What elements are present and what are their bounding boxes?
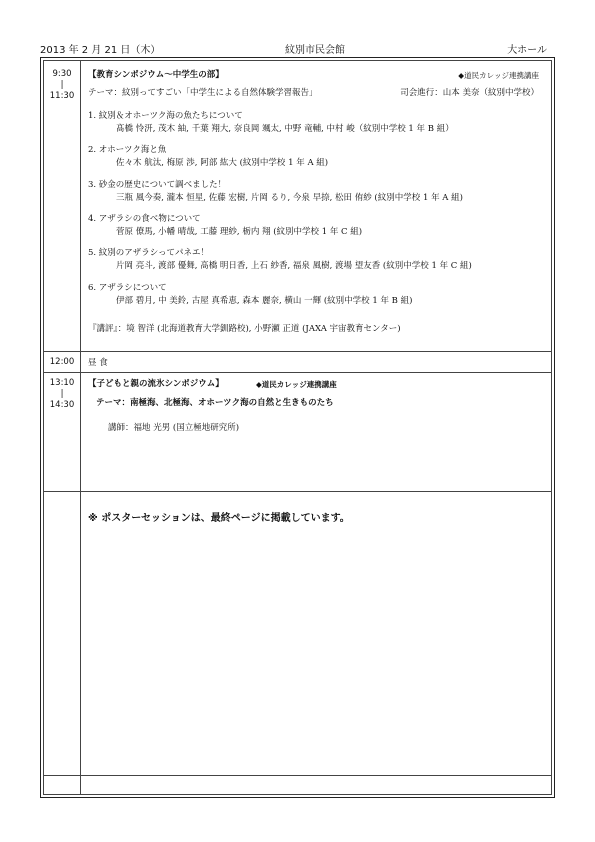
session1-time-end: 11:30: [49, 91, 75, 101]
schedule-table-inner: [43, 60, 552, 795]
page-header: [40, 41, 555, 55]
item1-members: 髙橋 怜汧, 茂木 紬, 千葉 翔大, 奈良岡 颯太, 中野 竜輔, 中村 峻（紋別中学校 1 年 B 組）: [116, 124, 454, 134]
lunch-label: 昼 食: [88, 358, 108, 368]
session2-time-end: 14:30: [49, 400, 75, 410]
session1-time: [44, 69, 80, 102]
commentators: 『講評』：境 智洋 (北海道教育大学釧路校), 小野瀬 正道 (JAXA 宇宙教育センター): [88, 324, 401, 334]
session2-theme: テーマ：南極海、北極海、オホーツク海の自然と生きものたち: [96, 398, 334, 408]
session1-title: 【教育シンポジウム～中学生の部】: [88, 70, 224, 80]
session1-moderator: 司会進行：山本 美奈（紋別中学校）: [400, 88, 539, 98]
time-column-divider: [80, 61, 81, 794]
row-divider-1: [44, 351, 551, 352]
item4-title: 4. アザラシの食べ物について: [88, 214, 201, 224]
session2-partner: ◆道民カレッジ連携講座: [256, 380, 337, 389]
hall-name: 大ホール: [507, 45, 547, 56]
poster-notice: ※ ポスターセッションは、最終ページに掲載しています。: [88, 513, 350, 524]
row-divider-4: [44, 775, 551, 776]
lunch-time: 12:00: [49, 357, 75, 367]
session1-time-sep: |: [60, 80, 64, 90]
event-date: 2013 年 2 月 21 日（木）: [40, 45, 161, 56]
item3-title: 3. 砂金の歴史について調べました！: [88, 180, 227, 190]
session1-time-start: 9:30: [52, 69, 72, 79]
item2-title: 2. オホーツク海と魚: [88, 145, 167, 155]
item5-title: 5. 紋別のアザラシってパネエ！: [88, 248, 210, 258]
row-divider-3: [44, 491, 551, 492]
row-divider-2: [44, 372, 551, 373]
venue-name: 紋別市民会館: [285, 45, 345, 56]
item6-title: 6. アザラシについて: [88, 283, 167, 293]
session1-theme: テーマ：紋別ってすごい「中学生による自然体験学習報告」: [88, 88, 318, 98]
item5-members: 片岡 亮斗, 渡部 優舞, 髙橋 明日香, 上石 紗香, 福泉 風樹, 渡場 望友香 (紋別中学校 1 年 C 組): [116, 261, 472, 271]
item2-members: 佐々木 航汰, 梅原 渉, 阿部 紘大 (紋別中学校 1 年 A 組): [116, 158, 329, 168]
session2-time-sep: |: [60, 389, 64, 399]
item4-members: 菅原 僚馬, 小幡 晴哉, 工藤 理紗, 栃内 翔 (紋別中学校 1 年 C 組): [116, 227, 363, 237]
item1-title: 1. 紋別＆オホーツク海の魚たちについて: [88, 111, 243, 121]
schedule-table: [40, 57, 555, 798]
item3-members: 三瓶 風今奏, 瀧本 恒星, 佐藤 宏樹, 片岡 るり, 今泉 早捺, 松田 侑紗 (紋別中学校 1 年 A 組): [116, 193, 463, 203]
session2-lecturer: 講師：福地 光男 (国立極地研究所): [108, 423, 240, 433]
session2-title: 【子どもと親の流氷シンポジウム】: [88, 379, 224, 389]
session2-time-start: 13:10: [49, 378, 75, 388]
item6-members: 伊部 碧月, 中 美鈴, 古屋 真希恵, 森本 麗奈, 横山 一輝 (紋別中学校 1 年 B 組): [116, 296, 413, 306]
session2-time: [44, 378, 80, 411]
session1-partner: ◆道民カレッジ連携講座: [458, 71, 539, 80]
